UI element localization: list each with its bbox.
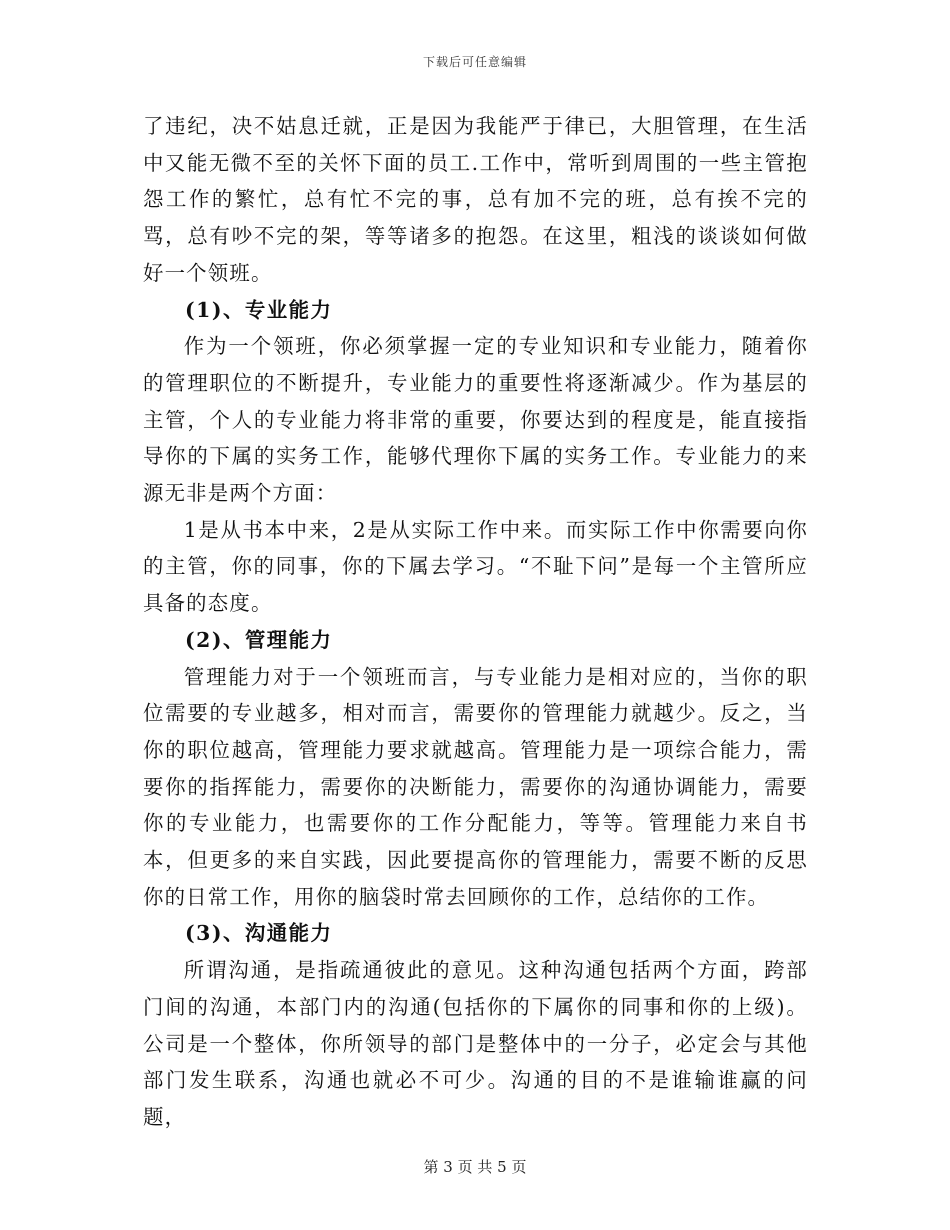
paragraph-professional-ability: 作为一个领班，你必须掌握一定的专业知识和专业能力，随着你的管理职位的不断提升，专业能力的重要性将逐渐减少。作为基层的主管，个人的专业能力将非常的重要，你要达到的程度是，能直接指导你的下属的实务工作，能够代理你下属的实务工作。专业能力的来源无非是两个方面： (143, 334, 808, 506)
section-heading-communication-ability: (3)、沟通能力 (185, 921, 333, 946)
document-body (143, 108, 808, 1136)
paragraph-intro: 了违纪，决不姑息迁就，正是因为我能严于律已，大胆管理，在生活中又能无微不至的关怀下面的员工.工作中，常听到周围的一些主管抱怨工作的繁忙，总有忙不完的事，总有加不完的班，总有挨不完的骂，总有吵不完的架，等等诸多的抱怨。在这里，粗浅的谈谈如何做好一个领班。 (143, 114, 808, 285)
page-header: 下载后可任意编辑 (422, 55, 527, 69)
section-heading-professional-ability: (1)、专业能力 (185, 297, 333, 322)
paragraph-communication-ability: 所谓沟通，是指疏通彼此的意见。这种沟通包括两个方面，跨部门间的沟通，本部门内的沟通(包括你的下属你的同事和你的上级)。公司是一个整体，你所领导的部门是整体中的一分子，必定会与其他部门发生联系，沟通也就必不可少。沟通的目的不是谁输谁赢的问题， (143, 958, 808, 1129)
section-heading-management-ability: (2)、管理能力 (185, 627, 333, 652)
paragraph-management-ability: 管理能力对于一个领班而言，与专业能力是相对应的，当你的职位需要的专业越多，相对而言，需要你的管理能力就越少。反之，当你的职位越高，管理能力要求就越高。管理能力是一项综合能力，需要你的指挥能力，需要你的决断能力，需要你的沟通协调能力，需要你的专业能力，也需要你的工作分配能力，等等。管理能力来自书本，但更多的来自实践，因此要提高你的管理能力，需要不断的反思你的日常工作，用你的脑袋时常去回顾你的工作，总结你的工作。 (143, 664, 808, 909)
paragraph-professional-sources: 1是从书本中来，2是从实际工作中来。而实际工作中你需要向你的主管，你的同事，你的下属去学习。“不耻下问”是每一个主管所应具备的态度。 (143, 517, 808, 616)
page-number: 第 3 页 共 5 页 (423, 1158, 527, 1176)
